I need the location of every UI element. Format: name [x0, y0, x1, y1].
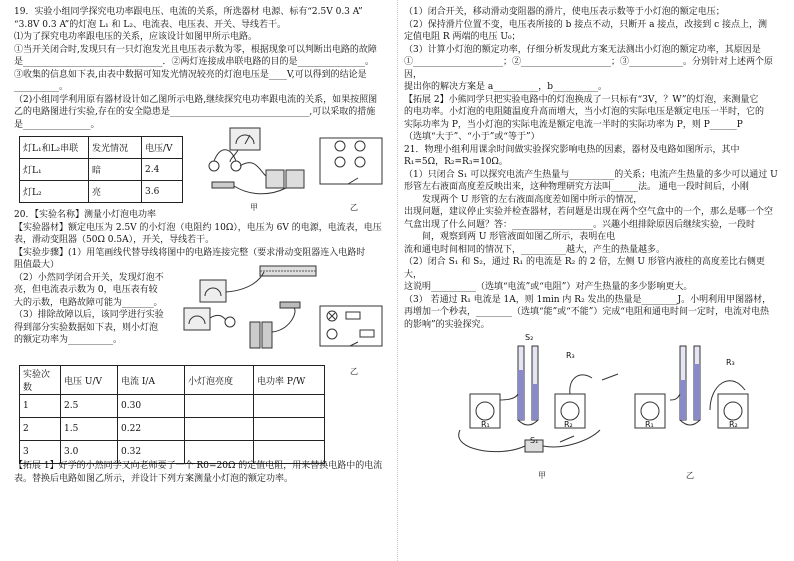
right-line2: （2）保持滑片位置不变，电压表所接的 b 接点不动，只断开 a 接点，改接到 c 接点上，测 [404, 19, 768, 30]
right-line10: （选填“大于”、“小于”或“等于”） [404, 132, 540, 142]
q20-line9: （3）排除故障以后，该同学进行实验 [14, 310, 164, 320]
q19-line8: 乙的电路图进行实验,存在的安全隐患是_______________________________,可以采取的措施 [14, 107, 376, 117]
q20-line8: 大的示数，电路故障可能为_______。 [14, 297, 163, 308]
lamp-table [19, 136, 183, 203]
figure-19-caption-jia: 甲 [250, 203, 258, 212]
lamp-table-header: 灯L₁和L₂串联 [20, 137, 89, 159]
data-table-cell [185, 418, 254, 441]
right-line5: ①____________________；②____________________；③____________。分别针对上述两个原因， [404, 57, 774, 80]
q20-line3: 表，滑动变阻器（50Ω 0.5A），开关，导线若干。 [14, 235, 215, 245]
label-r1-jia: R₁ [481, 420, 490, 429]
right-line22: （3） 若通过 R₁ 电流是 1A，则 1min 内 R₂ 发出的热量是________J。小明利用甲图器材， [404, 294, 772, 305]
lamp-table-cell: 2.4 [142, 159, 183, 181]
extension1-line1: 【拓展 1】好学的小然同学又向老师要了一个 R0=20Ω 的定值电阻，用来替换电路中的电流 [14, 461, 383, 471]
data-table-cell: 1.5 [61, 418, 118, 441]
right-line1: （1）闭合开关，移动滑动变阻器的滑片，使电压表示数等于小灯泡的额定电压； [404, 7, 725, 17]
right-line19: 流和通电时间相同的情况下，__________越大，产生的热量越多。 [404, 244, 666, 255]
lamp-table-cell: 灯L₂ [20, 181, 89, 203]
data-table-header: 电压 U/V [61, 366, 118, 395]
figure-19-caption-yi: 乙 [350, 203, 358, 212]
q20-line10: 得到部分实验数据如下表，则小灯泡 [14, 322, 159, 333]
data-table-header: 电流 I/A [118, 366, 185, 395]
lamp-table-cell: 亮 [89, 181, 142, 203]
right-line16: 出现问题，建议停止实验并检查器材，若问题是出现在两个空气盒中的一个，那么是哪一个空 [404, 207, 774, 217]
q20-line6: （2）小然同学闭合开关，发现灯泡不 [14, 272, 164, 283]
right-column [404, 6, 782, 331]
left-column [14, 6, 392, 131]
figure-20-caption-yi: 乙 [350, 367, 358, 376]
q19-line6: ③收集的信息如下表,由表中数据可知发光情况较亮的灯泡电压是____V,可以得到的结论是__________。 [14, 69, 367, 92]
figure-21-heat-apparatus [440, 340, 770, 470]
data-table-cell [254, 418, 325, 441]
figure-20-circuits [180, 262, 390, 360]
lamp-table-cell: 暗 [89, 159, 142, 181]
figure-21-jia [459, 346, 618, 452]
q20-line5: 阻值最大） [14, 260, 60, 270]
lamp-table-cell: 3.6 [142, 181, 183, 203]
column-divider [397, 0, 398, 561]
data-table-cell: 3 [20, 441, 61, 464]
right-line4: （3）计算小灯泡的额定功率，仔细分析发现此方案无法测出小灯泡的额定功率，其原因是 [404, 44, 761, 55]
label-r3-yi: R₃ [726, 358, 735, 367]
data-table-header: 电功率 P/W [254, 366, 325, 395]
data-table-cell: 0.22 [118, 418, 185, 441]
right-line23: 再增加一个秒表，________（选填“能”或“不能”）完成“电阻和通电时间一定时，电流对电热 [404, 307, 770, 317]
right-line11: 21．物理小组利用课余时间做实验探究影响电热的因素，器材及电路如图所示，其中 [404, 144, 740, 155]
q19-line2: “3.8V 0.3 A”的灯泡 L₁ 和 L₂、电流表、电压表、开关、导线若干。 [14, 19, 286, 30]
label-r2-jia: R₂ [564, 420, 573, 429]
figure-21-caption-jia: 甲 [538, 471, 546, 480]
right-line21: 这说明__________（选填“电流”或“电阻”）对产生热量的多少影响更大。 [404, 282, 693, 292]
right-line12: R₁=5Ω，R₂=R₃=10Ω。 [404, 157, 508, 167]
right-line20: （2）闭合 S₁ 和 S₂，通过 R₁ 的电流是 R₂ 的 2 倍，左侧 U 形管内液柱的高度差比右侧更大， [404, 257, 765, 280]
label-s1: S₁ [530, 436, 539, 445]
q19-line9: 是_______________。 [14, 119, 100, 130]
right-line18: 间，观察到两 U 形管液面如图乙所示，表明在电 [422, 232, 616, 242]
q19-line1: 19．实验小组同学探究电功率跟电压、电流的关系，所选器材 电源、标有“2.5V 0.3 A” [14, 7, 363, 17]
label-r3-jia: R₃ [566, 351, 575, 360]
right-line14: 形管左右液面高度差反映出来，这种物理研究方法叫______法。 通电一段时间后，小刚 [404, 182, 749, 192]
right-line7: 【拓展 2】小熊同学只把实验电路中的灯泡换成了一只标有“3V，？W”的灯泡，来测量它 [404, 94, 759, 105]
q19-line4: ①当开关闭合时,发现只有一只灯泡发光且电压表示数为零，根据现象可以判断出电路的故障 [14, 44, 377, 55]
q20-line11: 的额定功率为__________。 [14, 335, 123, 345]
label-r1-yi: R₁ [645, 420, 654, 429]
label-r2-yi: R₂ [729, 420, 738, 429]
right-line17: 气盒出现了什么问题？答：__________________。兴趣小组排除原因后继续实验，一段时 [404, 219, 756, 230]
right-line9: 实际功率为 P，当小灯泡的实际电流是额定电流一半时的实际功率为 P，则 P______P [404, 119, 743, 130]
data-table-cell: 0.32 [118, 441, 185, 464]
label-s2: S₂ [525, 333, 534, 342]
right-line15: 发现两个 U 形管的左右液面高度差如图中所示的情况， [422, 194, 643, 205]
q20-line4: 【实验步骤】(1）用笔画线代替导线将图中的电路连接完整（要求滑动变阻器连入电路时 [14, 247, 366, 258]
q19-line5: 是_______________________________．②两灯连接成串联电路的目的是_______________。 [14, 57, 375, 67]
data-table-header: 实验次数 [20, 366, 61, 395]
right-line6: 提出你的解决方案是 a__________，b__________。 [404, 82, 607, 92]
data-table-cell [185, 395, 254, 418]
right-line8: 的电功率。小灯泡的电阻随温度升高而增大，当小灯泡的实际电压是额定电压一半时，它的 [404, 107, 765, 117]
q19-line3: ⑴为了探究电功率跟电压的关系，应该设计如图甲所示电路。 [14, 32, 258, 42]
q19-line7: （2)小组同学利用原有器材设计如乙图所示电路,继续探究电功率跟电流的关系，如果按照图 [14, 94, 378, 105]
data-table-header: 小灯泡亮度 [185, 366, 254, 395]
right-line24: 的影响”的实验探究。 [404, 319, 490, 330]
lamp-table-header: 发光情况 [89, 137, 142, 159]
data-table-cell: 3.0 [61, 441, 118, 464]
data-table-cell: 1 [20, 395, 61, 418]
data-table [19, 365, 325, 464]
extension1-block [14, 460, 392, 485]
data-table-cell: 2.5 [61, 395, 118, 418]
data-table-cell: 2 [20, 418, 61, 441]
figure-19-circuits [200, 126, 390, 201]
q20-line2: 【实验器材】额定电压为 2.5V 的小灯泡（电阻约 10Ω），电压为 6V 的电源，电流表，电压 [14, 222, 382, 233]
right-line3: 定值电阻 R 两端的电压 U₀； [404, 32, 521, 42]
figure-21-caption-yi: 乙 [686, 471, 694, 480]
data-table-cell: 0.30 [118, 395, 185, 418]
data-table-cell [254, 395, 325, 418]
lamp-table-cell: 灯L₁ [20, 159, 89, 181]
q20-line1: 20．【实验名称】测量小灯泡电功率 [14, 210, 156, 220]
extension1-line2: 表。替换后电路如图乙所示，并设计下列方案测量小灯泡的额定功率。 [14, 473, 294, 484]
right-line13: （1）只闭合 S₁ 可以探究电流产生热量与__________的关系；电流产生热量的多少可以通过 U [404, 169, 778, 180]
q20-line7: 亮，但电流表示数为 0，电压表有较 [14, 285, 158, 295]
lamp-table-header: 电压/V [142, 137, 183, 159]
